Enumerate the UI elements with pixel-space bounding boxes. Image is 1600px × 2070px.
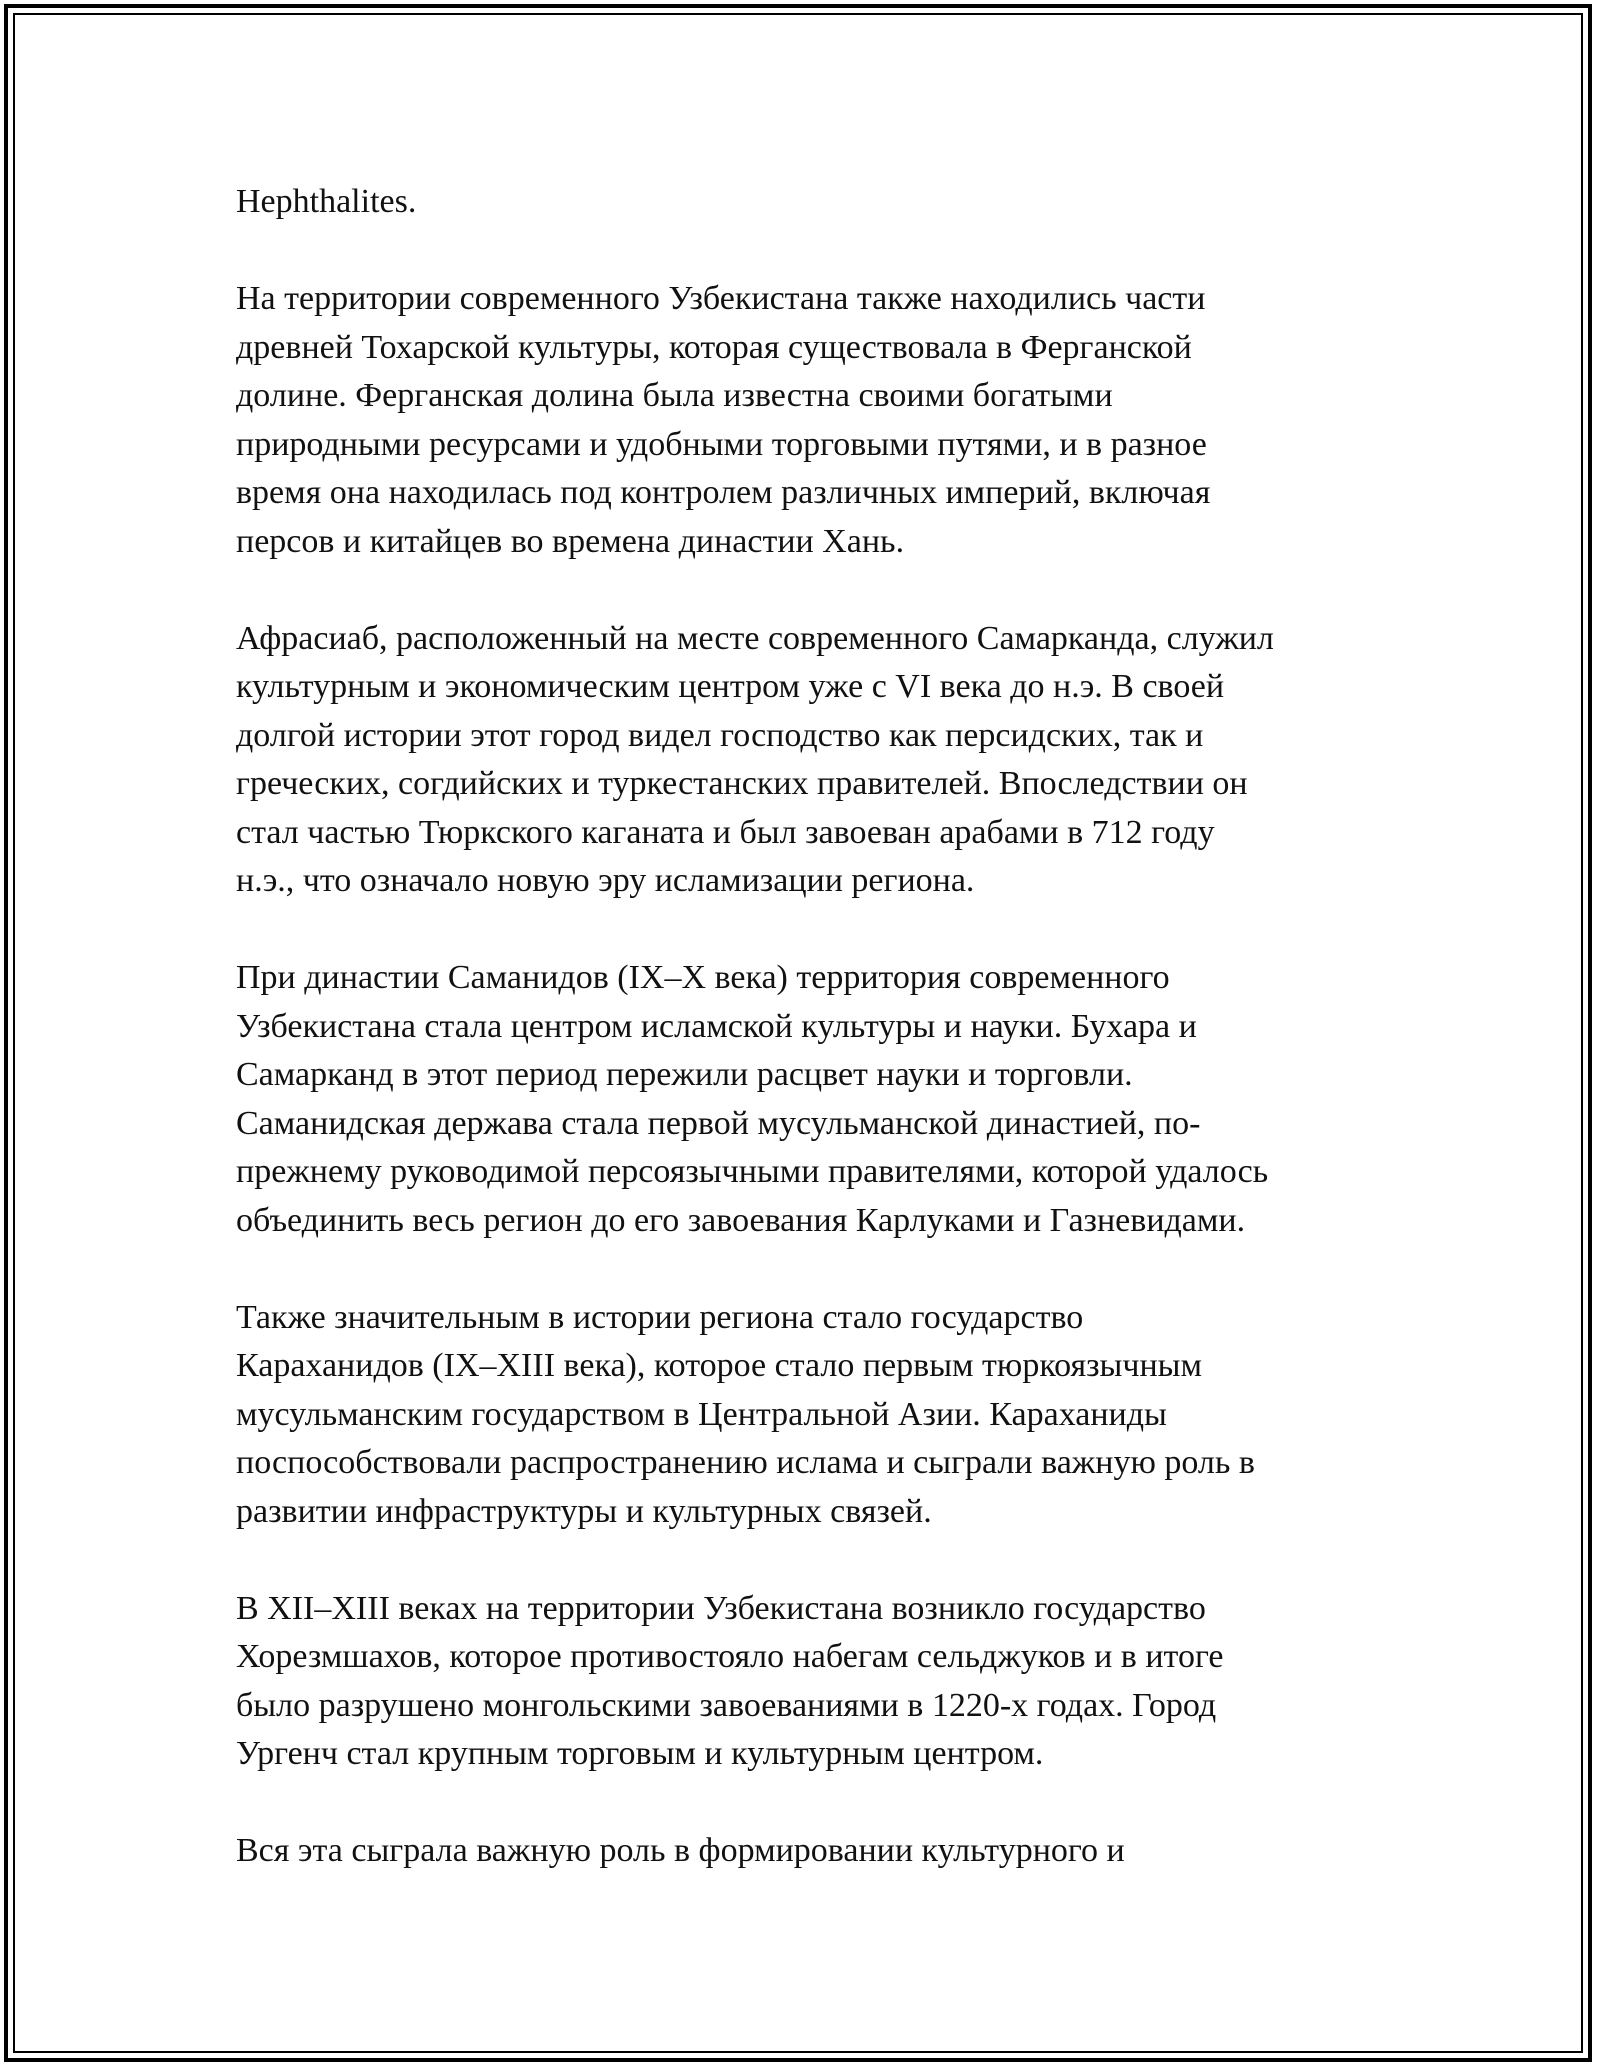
text-line: На территории современного Узбекистана также находились части xyxy=(236,280,1206,317)
text-line: греческих, согдийских и туркестанских правителей. Впоследствии он xyxy=(236,765,1248,802)
paragraph xyxy=(236,178,1386,227)
text-line: При династии Саманидов (IX–X века) территория современного xyxy=(236,959,1170,996)
text-line: н.э., что означало новую эру исламизации региона. xyxy=(236,862,975,899)
document-body xyxy=(236,178,1386,1924)
text-line: культурным и экономическим центром уже с VI века до н.э. В своей xyxy=(236,668,1225,705)
text-line: долине. Ферганская долина была известна своими богатыми xyxy=(236,377,1113,414)
text-line: Узбекистана стала центром исламской культуры и науки. Бухара и xyxy=(236,1007,1197,1045)
text-line: древней Тохарской культуры, которая существовала в Ферганской xyxy=(236,328,1192,366)
text-line: Вся эта сыграла важную роль в формировании культурного и xyxy=(236,1832,1125,1869)
text-line: Ургенч стал крупным торговым и культурным центром. xyxy=(236,1735,1044,1772)
paragraph xyxy=(236,1585,1386,1779)
text-line: Самарканд в этот период пережили расцвет науки и торговли. xyxy=(236,1056,1133,1093)
text-line: мусульманским государством в Центральной Азии. Караханиды xyxy=(236,1395,1167,1433)
paragraph xyxy=(236,275,1386,566)
paragraph xyxy=(236,615,1386,906)
text-line: Афрасиаб, расположенный на месте современного Самарканда, служил xyxy=(236,619,1274,657)
text-line: поспособствовали распространению ислама и сыграли важную роль в xyxy=(236,1444,1255,1481)
text-line: развитии инфраструктуры и культурных связей. xyxy=(236,1492,932,1530)
text-line: В XII–XIII веках на территории Узбекистана возникло государство xyxy=(236,1589,1206,1627)
text-line: прежнему руководимой персоязычными правителями, которой удалось xyxy=(236,1153,1269,1190)
text-line: было разрушено монгольскими завоеваниями в 1220-х годах. Город xyxy=(236,1686,1217,1724)
paragraph xyxy=(236,954,1386,1245)
text-line: объединить весь регион до его завоевания Карлуками и Газневидами. xyxy=(236,1201,1246,1239)
paragraph xyxy=(236,1827,1386,1876)
text-line: стал частью Тюркского каганата и был завоеван арабами в 712 году xyxy=(236,813,1215,851)
text-line: время она находилась под контролем различных империй, включая xyxy=(236,474,1211,511)
text-line: природными ресурсами и удобными торговыми путями, и в разное xyxy=(236,425,1207,463)
text-line: Хорезмшахов, которое противостояло набегам сельджуков и в итоге xyxy=(236,1638,1224,1675)
text-line: Караханидов (IX–XIII века), которое стало первым тюркоязычным xyxy=(236,1347,1203,1384)
paragraph xyxy=(236,1294,1386,1537)
text-line: персов и китайцев во времена династии Хань. xyxy=(236,522,905,560)
text-line: Также значительным в истории региона стало государство xyxy=(236,1298,1084,1336)
text-line: Саманидская держава стала первой мусульманской династией, по- xyxy=(236,1104,1201,1142)
text-line: Hephthalites. xyxy=(236,183,417,220)
text-line: долгой истории этот город видел господство как персидских, так и xyxy=(236,716,1204,754)
